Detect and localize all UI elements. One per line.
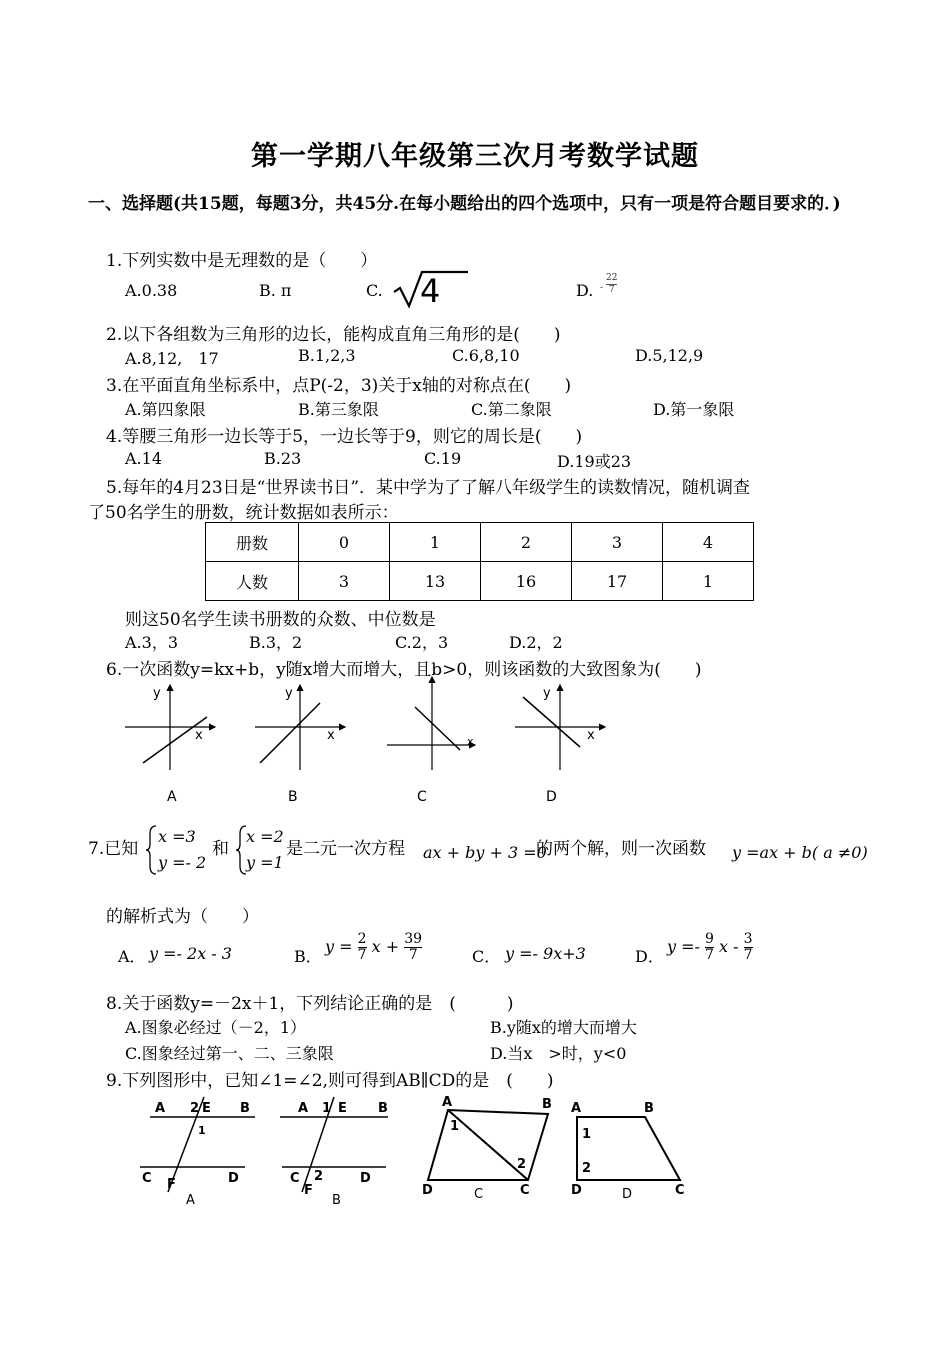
point-c: C [520, 1183, 530, 1198]
q8-option-c: C.图象经过第一、二、三象限 [125, 1044, 334, 1063]
angle-1: 1 [582, 1127, 592, 1142]
point-b: B [542, 1097, 552, 1112]
point-a: A [442, 1095, 453, 1110]
q7-b-mid: x + [371, 937, 400, 956]
table-cell: 13 [390, 562, 481, 601]
page-title: 第一学期八年级第三次月考数学试题 [251, 141, 699, 172]
axis-label-y: y [543, 686, 551, 701]
axis-label-x: x [195, 728, 203, 743]
graph-a [125, 685, 215, 805]
point-c: C [142, 1171, 152, 1186]
table-cell: 册数 [206, 523, 299, 562]
q2-option-a: A.8,12, 17 [125, 349, 219, 368]
q7-d-num2: 3 [743, 931, 753, 947]
q3-option-b: B.第三象限 [298, 400, 379, 419]
axis-label-y: y [285, 686, 293, 701]
table-cell: 3 [299, 562, 390, 601]
q7-lead: 7.已知 [88, 839, 139, 859]
q4-option-c: C.19 [424, 449, 462, 468]
q1-option-b: B. π [259, 281, 292, 300]
q7-option-a-label: A． [118, 947, 146, 966]
q7-mid2: 的两个解，则一次函数 [536, 839, 706, 859]
q7-option-c-label: C． [472, 947, 501, 966]
figure-caption-d: D [622, 1187, 633, 1202]
q8-option-b: B.y随x的增大而增大 [490, 1018, 637, 1037]
q7-b-num2: 39 [404, 931, 423, 947]
q5-option-a: A.3，3 [125, 633, 179, 652]
point-c: C [675, 1183, 685, 1198]
graph-label-a: A [167, 789, 177, 805]
q3-option-a: A.第四象限 [125, 400, 206, 419]
q1-d-fraction: - 22 7 [600, 273, 618, 295]
q7-b-prefix: y = [325, 937, 353, 956]
angle-1: 1 [450, 1119, 460, 1134]
point-b: B [240, 1101, 250, 1116]
q7-d-frac2 [744, 932, 753, 963]
q1-d-numerator: 22 [606, 273, 618, 283]
q7-d-den1: 7 [705, 947, 714, 963]
brace-1 [146, 824, 158, 876]
q7-option-d [667, 932, 753, 963]
angle-2: 2 [190, 1101, 200, 1116]
q1-option-d: D. [576, 281, 594, 300]
q7-b-den2: 7 [404, 947, 422, 963]
graph-label-b: B [288, 789, 298, 805]
table-cell: 人数 [206, 562, 299, 601]
axis-label-x: x [327, 728, 335, 743]
table-cell: 17 [572, 562, 663, 601]
graph-c [387, 677, 475, 805]
q1-option-a: A.0.38 [125, 281, 178, 300]
q7-and: 和 [212, 839, 229, 859]
section-heading: 一、选择题(共15题，每题3分，共45分.在每小题给出的四个选项中，只有一项是符合题目要求的．) [88, 194, 841, 214]
q6-graphs [115, 675, 625, 805]
q5-option-d: D.2，2 [509, 633, 563, 652]
point-d: D [422, 1183, 433, 1198]
q7-d-den2: 7 [743, 947, 753, 963]
q5-stem-line1: 5.每年的4月23日是“世界读书日”．某中学为了了解八年级学生的读数情况，随机调查 [106, 478, 751, 498]
figure-c [422, 1095, 552, 1202]
table-cell: 2 [481, 523, 572, 562]
axis-label-x: x [467, 735, 474, 748]
system2-eq1: x =2 [246, 827, 284, 846]
q7-d-prefix: y =- [667, 937, 700, 956]
q7-d-frac1 [705, 932, 714, 963]
table-row [206, 523, 754, 562]
point-a: A [155, 1101, 166, 1116]
figure-caption-b: B [332, 1193, 341, 1208]
q5-option-c: C.2，3 [395, 633, 449, 652]
q8-option-d: D.当x >时，y<0 [490, 1044, 627, 1063]
table-cell: 0 [299, 523, 390, 562]
q3-option-d: D.第一象限 [653, 400, 735, 419]
q1-stem: 1.下列实数中是无理数的是（ ） [106, 251, 378, 271]
point-d: D [571, 1183, 582, 1198]
table-cell: 3 [572, 523, 663, 562]
q5-option-b: B.3，2 [249, 633, 303, 652]
table-row [206, 562, 754, 601]
q8-stem: 8.关于函数y=－2x＋1，下列结论正确的是 ( ) [106, 994, 514, 1014]
graph-b [255, 685, 345, 805]
table-cell: 1 [663, 562, 754, 601]
q8-option-a: A.图象必经过（－2，1） [125, 1018, 307, 1037]
q7-equation: ax + by + 3 =0 [423, 843, 547, 862]
axis-label-y: y [153, 686, 161, 701]
graph-label-c: C [417, 789, 427, 805]
table-cell: 16 [481, 562, 572, 601]
q2-option-d: D.5,12,9 [635, 346, 704, 365]
point-c: C [290, 1171, 300, 1186]
figure-caption-a: A [186, 1193, 195, 1208]
q1-option-c: C. [366, 281, 383, 300]
q7-d-num1: 9 [705, 931, 714, 947]
point-f: F [167, 1177, 176, 1192]
figure-b [280, 1097, 388, 1208]
angle-1: 1 [322, 1101, 332, 1116]
system2-eq2: y =1 [246, 853, 284, 872]
q7-option-c: y =- 9x+3 [505, 944, 586, 963]
q7-option-b [325, 932, 422, 963]
q2-stem: 2.以下各组数为三角形的边长，能构成直角三角形的是( ) [106, 325, 561, 345]
q5-stem-line2: 了50名学生的册数，统计数据如表所示： [88, 503, 399, 523]
q7-mid: 是二元一次方程 [286, 839, 405, 859]
q3-option-c: C.第二象限 [471, 400, 552, 419]
point-a: A [571, 1101, 582, 1116]
point-d: D [360, 1171, 371, 1186]
point-e: E [338, 1101, 347, 1116]
q5-followup: 则这50名学生读书册数的众数、中位数是 [125, 610, 436, 630]
angle-2: 2 [517, 1157, 527, 1172]
table-cell: 1 [390, 523, 481, 562]
graph-d [515, 685, 605, 805]
q1-d-denominator: 7 [606, 284, 617, 296]
q7-b-num1: 2 [357, 931, 367, 947]
q7-stem2: 的解析式为（ ） [106, 907, 259, 927]
data-table [205, 522, 754, 601]
q4-option-b: B.23 [264, 449, 302, 468]
figure-a [140, 1097, 255, 1208]
point-b: B [644, 1101, 654, 1116]
point-a: A [298, 1101, 309, 1116]
q7-b-frac2 [404, 932, 422, 963]
q9-stem: 9.下列图形中，已知∠1=∠2,则可得到AB∥CD的是 ( ) [106, 1071, 554, 1091]
system1-eq2: y =- 2 [158, 853, 207, 872]
q7-option-a: y =- 2x - 3 [149, 944, 232, 963]
figure-caption-c: C [474, 1187, 484, 1202]
angle-2: 2 [314, 1169, 324, 1184]
q1-radicand: 4 [420, 272, 441, 310]
q7-d-mid: x - [719, 937, 739, 956]
point-f: F [304, 1183, 313, 1198]
q7-b-den1: 7 [357, 947, 367, 963]
q9-figures [130, 1092, 700, 1217]
system1-eq1: x =3 [158, 827, 196, 846]
q4-stem: 4.等腰三角形一边长等于5，一边长等于9，则它的周长是( ) [106, 427, 583, 447]
table-cell: 4 [663, 523, 754, 562]
q3-stem: 3.在平面直角坐标系中，点P(-2，3)关于x轴的对称点在( ) [106, 376, 572, 396]
q4-option-d: D.19或23 [557, 452, 632, 471]
q6-stem: 6.一次函数y=kx+b，y随x增大而增大，且b>0，则该函数的大致图象为( ) [106, 660, 702, 680]
point-d: D [228, 1171, 239, 1186]
angle-2: 2 [582, 1161, 592, 1176]
q7-option-b-label: B． [294, 947, 322, 966]
angle-1: 1 [198, 1124, 206, 1137]
figure-d [571, 1101, 685, 1202]
axis-label-x: x [587, 728, 595, 743]
point-b: B [378, 1101, 388, 1116]
q2-option-c: C.6,8,10 [452, 346, 520, 365]
q7-option-d-label: D． [635, 947, 664, 966]
graph-label-d: D [546, 789, 557, 805]
q4-option-a: A.14 [125, 449, 162, 468]
q7-function: y =ax + b( a ≠0) [732, 843, 868, 862]
q2-option-b: B.1,2,3 [298, 346, 356, 365]
point-e: E [202, 1101, 211, 1116]
q7-b-frac1 [358, 932, 367, 963]
